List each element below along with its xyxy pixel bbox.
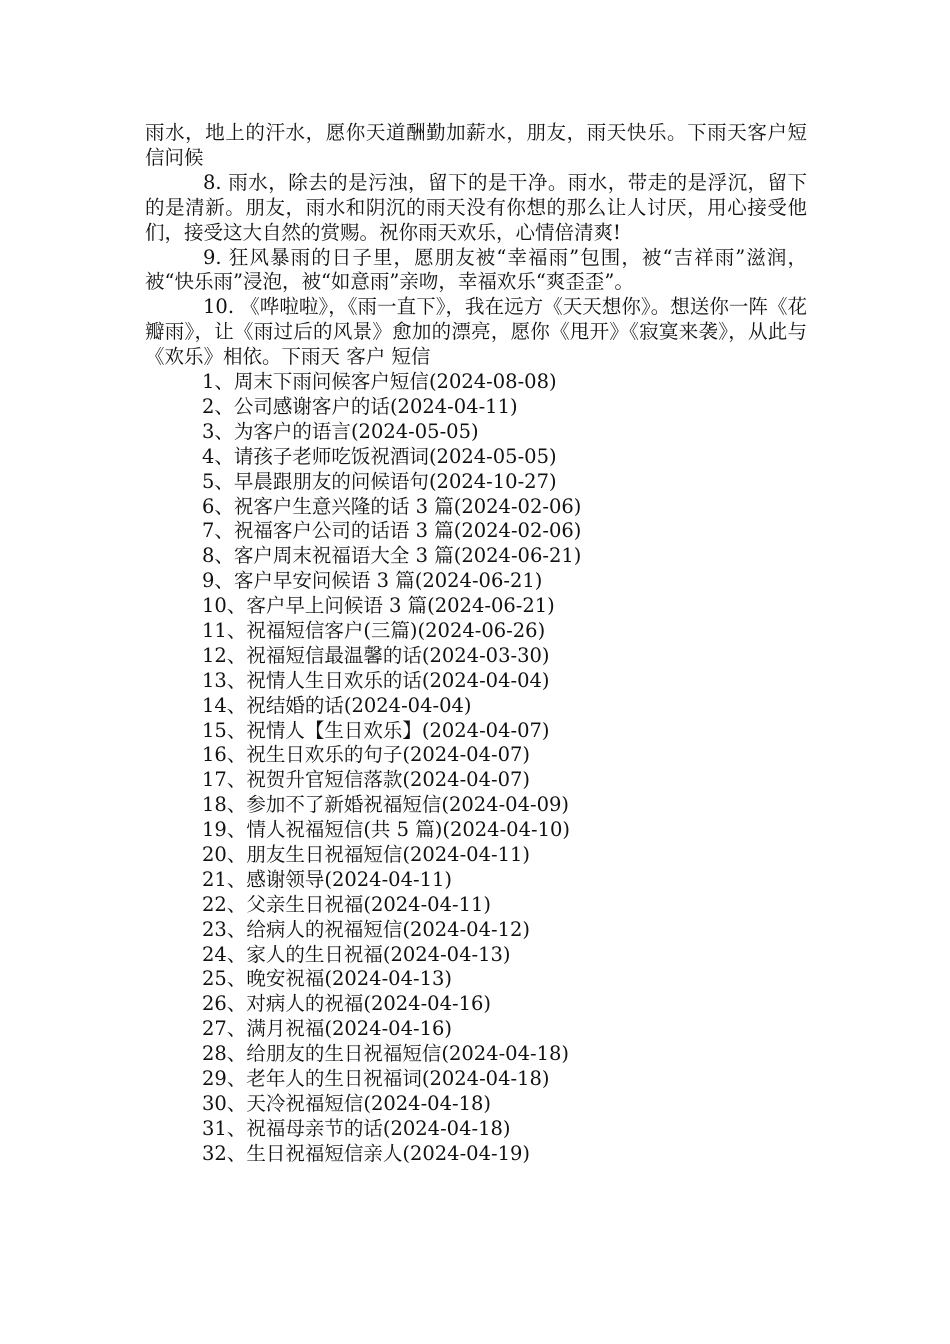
paragraph-continued: 雨水，地上的汗水，愿你天道酬勤加薪水，朋友，雨天快乐。下雨天客户短信问候 [145, 121, 807, 169]
article-title: 客户早上问候语 3 篇 [246, 594, 428, 618]
article-number: 5、 [202, 469, 234, 493]
related-article-link[interactable] [202, 818, 807, 843]
related-article-link[interactable] [202, 544, 807, 569]
article-title: 给朋友的生日祝福短信 [246, 1042, 442, 1066]
article-title: 祝客户生意兴隆的话 3 篇 [233, 494, 454, 518]
article-title: 父亲生日祝福 [246, 892, 364, 916]
related-article-link[interactable] [202, 992, 807, 1017]
related-article-link[interactable] [202, 719, 807, 744]
article-number: 20、 [202, 842, 247, 866]
article-date: (2024-08-08) [428, 370, 557, 394]
related-article-link[interactable] [202, 694, 807, 719]
related-article-link[interactable] [202, 768, 807, 793]
related-article-link[interactable] [202, 644, 807, 669]
article-date: (2024-04-18) [363, 1091, 491, 1115]
article-number: 16、 [202, 743, 247, 767]
related-article-link[interactable] [202, 1117, 807, 1142]
article-number: 32、 [202, 1141, 247, 1165]
article-date: (2024-02-06) [453, 494, 582, 518]
article-title: 祝福短信最温馨的话 [246, 643, 422, 667]
article-number: 11、 [202, 618, 247, 642]
article-number: 17、 [202, 768, 247, 792]
article-number: 4、 [202, 444, 234, 468]
article-title: 天冷祝福短信 [246, 1091, 364, 1115]
article-number: 13、 [202, 668, 247, 692]
article-date: (2024-06-21) [427, 594, 555, 618]
related-article-link[interactable] [202, 743, 807, 768]
article-title: 祝福短信客户(三篇) [246, 618, 418, 642]
related-article-link[interactable] [202, 470, 807, 495]
related-article-link[interactable] [202, 445, 807, 470]
related-article-link[interactable] [202, 1017, 807, 1042]
article-date: (2024-04-18) [382, 1116, 511, 1140]
article-date: (2024-04-11) [402, 842, 530, 866]
article-number: 19、 [202, 818, 247, 842]
article-date: (2024-04-04) [421, 668, 550, 692]
article-date: (2024-04-12) [402, 917, 530, 941]
related-article-link[interactable] [202, 893, 807, 918]
article-title: 祝情人生日欢乐的话 [246, 668, 422, 692]
article-title: 祝福母亲节的话 [246, 1116, 383, 1140]
related-article-link[interactable] [202, 569, 807, 594]
article-title: 满月祝福 [246, 1017, 325, 1041]
article-date: (2024-04-16) [363, 992, 491, 1016]
article-number: 12、 [202, 643, 247, 667]
article-number: 14、 [202, 693, 247, 717]
article-title: 祝福客户公司的话语 3 篇 [233, 519, 454, 543]
paragraph-10: 10. 《哗啦啦》，《雨一直下》，我在远方《天天想你》。想送你一阵《花瓣雨》，让《雨过后的风景》愈加的漂亮，愿你《甩开》《寂寞来袭》，从此与《欢乐》相依。下雨天 客户 短信 [145, 295, 807, 369]
article-date: (2024-04-13) [382, 942, 511, 966]
paragraph-8: 8. 雨水，除去的是污浊，留下的是干净。雨水，带走的是浮沉，留下的是清新。朋友，雨水和阴沉的雨天没有你想的那么让人讨厌，用心接受他们，接受这大自然的赏赐。祝你雨天欢乐，心情倍清爽! [145, 170, 807, 244]
article-title: 早晨跟朋友的问候语句 [233, 469, 429, 493]
article-number: 7、 [202, 519, 234, 543]
article-number: 23、 [202, 917, 247, 941]
related-article-link[interactable] [202, 1142, 807, 1167]
article-number: 9、 [202, 569, 234, 593]
article-number: 6、 [202, 494, 234, 518]
related-articles-list [145, 370, 807, 1167]
article-number: 25、 [202, 967, 247, 991]
article-title: 朋友生日祝福短信 [246, 842, 403, 866]
article-number: 26、 [202, 992, 247, 1016]
article-title: 请孩子老师吃饭祝酒词 [233, 444, 429, 468]
article-number: 28、 [202, 1042, 247, 1066]
related-article-link[interactable] [202, 943, 807, 968]
article-date: (2024-05-05) [428, 444, 557, 468]
related-article-link[interactable] [202, 495, 807, 520]
article-date: (2024-02-06) [453, 519, 582, 543]
article-date: (2024-04-04) [343, 693, 472, 717]
article-date: (2024-04-11) [363, 892, 491, 916]
related-article-link[interactable] [202, 1067, 807, 1092]
article-title: 公司感谢客户的话 [233, 394, 390, 418]
article-title: 参加不了新婚祝福短信 [246, 793, 442, 817]
related-article-link[interactable] [202, 420, 807, 445]
article-number: 24、 [202, 942, 247, 966]
paragraph-9: 9. 狂风暴雨的日子里，愿朋友被“幸福雨”包围，被“吉祥雨”滋润，被“快乐雨”浸泡，被“如意雨”亲吻，幸福欢乐“爽歪歪”。 [145, 245, 807, 294]
related-article-link[interactable] [202, 519, 807, 544]
article-number: 10、 [202, 594, 247, 618]
article-number: 30、 [202, 1091, 247, 1115]
related-article-link[interactable] [202, 594, 807, 619]
article-number: 18、 [202, 793, 247, 817]
article-title: 祝贺升官短信落款 [246, 768, 403, 792]
article-number: 22、 [202, 892, 247, 916]
article-number: 27、 [202, 1017, 247, 1041]
related-article-link[interactable] [202, 395, 807, 420]
article-date: (2024-04-19) [402, 1141, 530, 1165]
article-title: 老年人的生日祝福词 [246, 1067, 422, 1090]
article-title: 感谢领导 [246, 867, 325, 891]
article-title: 晚安祝福 [246, 967, 325, 991]
article-date: (2024-04-10) [442, 818, 571, 842]
article-date: (2024-04-16) [324, 1017, 452, 1041]
article-number: 21、 [202, 867, 247, 891]
related-article-link[interactable] [202, 1092, 807, 1117]
article-date: (2024-04-07) [402, 768, 530, 792]
article-date: (2024-04-18) [421, 1067, 550, 1090]
article-title: 情人祝福短信(共 5 篇) [246, 818, 443, 842]
article-date: (2024-06-21) [414, 569, 543, 593]
related-article-link[interactable] [202, 868, 807, 893]
article-title: 为客户的语言 [233, 419, 351, 443]
article-date: (2024-06-21) [453, 544, 582, 568]
article-date: (2024-04-07) [402, 743, 530, 767]
article-title: 对病人的祝福 [246, 992, 364, 1016]
article-number: 29、 [202, 1067, 247, 1090]
article-date: (2024-04-18) [441, 1042, 569, 1066]
article-number: 1、 [202, 370, 234, 394]
article-title: 祝生日欢乐的句子 [246, 743, 403, 767]
related-article-link[interactable] [202, 370, 807, 395]
article-number: 31、 [202, 1116, 247, 1140]
article-date: (2024-04-11) [324, 867, 452, 891]
related-article-link[interactable] [202, 918, 807, 943]
article-date: (2024-04-09) [441, 793, 569, 817]
article-title: 祝结婚的话 [246, 693, 344, 717]
article-title: 周末下雨问候客户短信 [233, 370, 429, 394]
article-date: (2024-03-30) [421, 643, 550, 667]
article-date: (2024-04-07) [421, 718, 550, 742]
article-date: (2024-04-11) [389, 394, 518, 418]
related-article-link[interactable] [202, 669, 807, 694]
article-date: (2024-05-05) [350, 419, 479, 443]
article-title: 家人的生日祝福 [246, 942, 383, 966]
article-title: 客户周末祝福语大全 3 篇 [233, 544, 454, 568]
article-title: 祝情人【生日欢乐】 [246, 718, 422, 742]
article-number: 8、 [202, 544, 234, 568]
article-number: 3、 [202, 419, 234, 443]
related-article-link[interactable] [202, 1042, 807, 1067]
article-title: 给病人的祝福短信 [246, 917, 403, 941]
article-number: 15、 [202, 718, 247, 742]
related-article-link[interactable] [202, 793, 807, 818]
article-date: (2024-10-27) [428, 469, 557, 493]
article-date: (2024-04-13) [324, 967, 452, 991]
article-date: (2024-06-26) [417, 618, 546, 642]
related-article-link[interactable] [202, 967, 807, 992]
related-article-link[interactable] [202, 619, 807, 644]
document-page [145, 121, 807, 1167]
article-title: 客户早安问候语 3 篇 [233, 569, 415, 593]
article-number: 2、 [202, 394, 234, 418]
article-title: 生日祝福短信亲人 [246, 1141, 403, 1165]
related-article-link[interactable] [202, 843, 807, 868]
